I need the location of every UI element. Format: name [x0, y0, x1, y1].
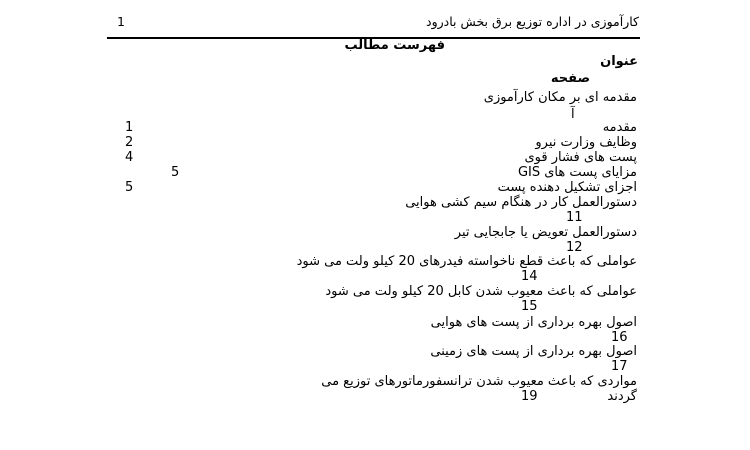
toc-entry-page: آ: [571, 107, 575, 122]
toc-entry-page: 5: [171, 165, 180, 180]
toc-title-column-label: عنوان: [600, 54, 638, 69]
toc-entry-title: مقدمه: [602, 120, 637, 135]
toc-entry-title: اصول بهره برداری از پست های هوایی: [430, 315, 637, 330]
toc-entry-title-continuation: گردند: [607, 389, 637, 404]
toc-entry-title: عواملی که باعث معیوب شدن کابل 20 کیلو ولت می شود: [325, 284, 637, 299]
toc-entry-page: 5: [125, 180, 134, 195]
toc-entry-title: مزایای پست های GIS: [517, 165, 637, 180]
toc-entry-title: پست های فشار قوی: [524, 150, 637, 165]
running-header-page-number: 1: [117, 14, 125, 29]
toc-entry-page: 1: [125, 120, 134, 135]
toc-entry-title: وظایف وزارت نیرو: [535, 135, 637, 150]
running-header-title: کارآموزی در اداره توزیع برق بخش بادرود: [426, 14, 639, 29]
toc-entry-page: 17: [611, 359, 628, 374]
toc-entry-page: 14: [521, 269, 538, 284]
toc-entry-page: 11: [566, 210, 583, 225]
toc-entry-page: 2: [125, 135, 134, 150]
toc-entry-title: دستورالعمل تعویض یا جابجایی تیر: [454, 225, 637, 240]
toc-entry-page: 19: [521, 389, 538, 404]
toc-entry-page: 16: [611, 330, 628, 345]
toc-entry-title: مواردی که باعث معیوب شدن ترانسفورماتورهای توزیع می: [321, 374, 637, 389]
toc-entry-title: مقدمه ای بر مکان کارآموزی: [483, 90, 637, 105]
toc-entry-page: 4: [125, 150, 134, 165]
toc-entry-title: دستورالعمل کار در هنگام سیم کشی هوایی: [405, 195, 637, 210]
toc-entry-page: 15: [521, 299, 538, 314]
toc-page-column-label: صفحه: [550, 71, 590, 86]
toc-entry-page: 12: [566, 240, 583, 255]
toc-entry-title: اصول بهره برداری از پست های زمینی: [430, 344, 637, 359]
toc-heading: فهرست مطالب: [344, 38, 445, 53]
toc-entry-title: اجزای تشکیل دهنده پست: [497, 180, 637, 195]
toc-entry-title: عواملی که باعث قطع ناخواسته فیدرهای 20 کیلو ولت می شود: [296, 254, 637, 269]
